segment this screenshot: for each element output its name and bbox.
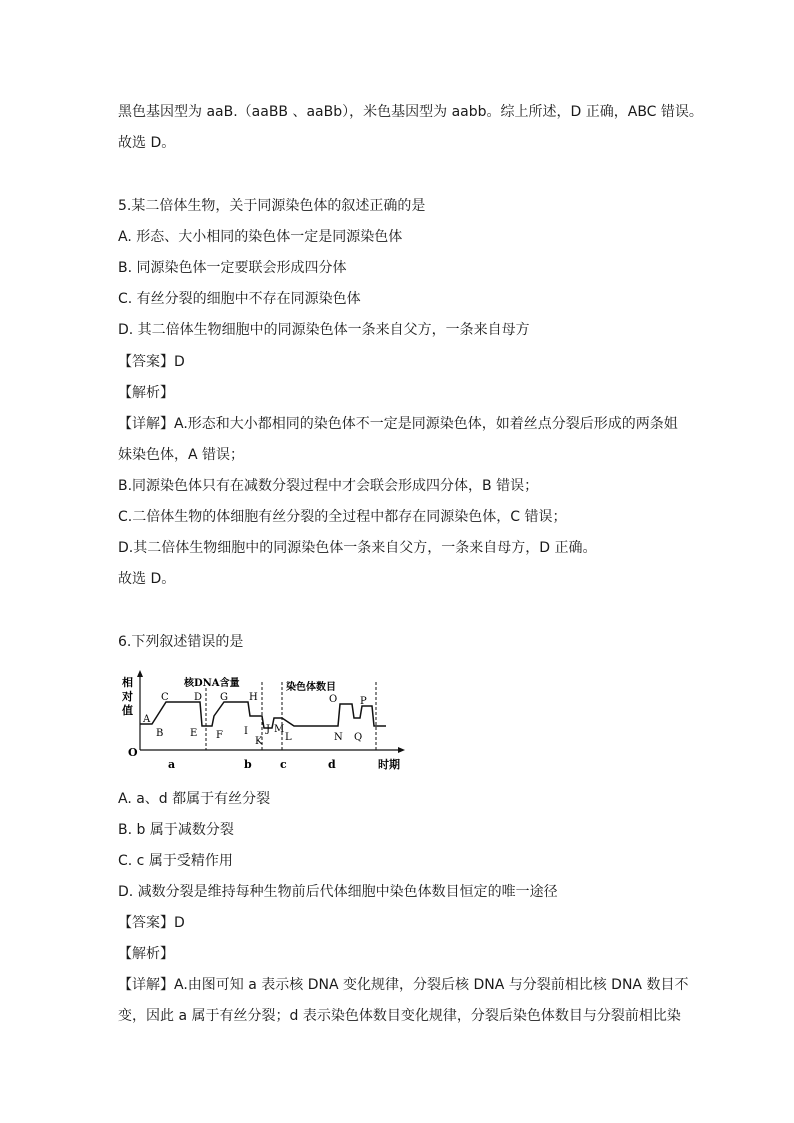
point-label: Q (354, 732, 363, 743)
question-5-stem: 5.某二倍体生物，关于同源染色体的叙述正确的是 (118, 198, 426, 214)
q6-analysis-line: 【详解】A.由图可知 a 表示核 DNA 变化规律，分裂后核 DNA 与分裂前相比核 DNA 数目不 (118, 977, 689, 993)
q5-analysis-line: B.同源染色体只有在减数分裂过程中才会联会形成四分体，B 错误； (118, 478, 539, 494)
y-label-char: 对 (122, 690, 133, 703)
q5-analysis-line: 【详解】A.形态和大小都相同的染色体不一定是同源染色体，如着丝点分裂后形成的两条姐 (118, 416, 678, 432)
y-label-char: 相 (122, 676, 133, 689)
q6-analysis-title: 【解析】 (118, 946, 174, 962)
stage-label: a (168, 758, 176, 771)
q6-option-c: C. c 属于受精作用 (118, 853, 233, 869)
q5-option-c: C. 有丝分裂的细胞中不存在同源染色体 (118, 291, 361, 307)
point-label: P (360, 696, 367, 707)
q5-analysis-title: 【解析】 (118, 385, 174, 401)
point-label: F (216, 730, 223, 741)
q5-option-d: D. 其二倍体生物细胞中的同源染色体一条来自父方，一条来自母方 (118, 322, 530, 338)
q6-analysis-line: 变，因此 a 属于有丝分裂；d 表示染色体数目变化规律，分裂后染色体数目与分裂前相比染 (118, 1008, 681, 1024)
point-label: B (156, 728, 164, 739)
x-axis-label: 时期 (378, 758, 400, 771)
point-label: K (255, 736, 263, 747)
q6-option-b: B. b 属于减数分裂 (118, 822, 234, 838)
q5-option-a: A. 形态、大小相同的染色体一定是同源染色体 (118, 229, 403, 245)
point-label: I (244, 726, 248, 737)
stage-label: b (244, 758, 252, 771)
point-label: G (220, 692, 228, 703)
stage-label: c (280, 758, 287, 771)
y-label-char: 值 (122, 704, 133, 717)
point-label: L (285, 732, 292, 743)
q6-answer: 【答案】D (118, 915, 185, 931)
stage-label: d (328, 758, 336, 771)
point-label: O (329, 694, 338, 705)
q6-option-d: D. 减数分裂是维持每种生物前后代体细胞中染色体数目恒定的唯一途径 (118, 884, 558, 900)
q5-option-b: B. 同源染色体一定要联会形成四分体 (118, 260, 347, 276)
q5-analysis-line: 故选 D。 (118, 571, 176, 587)
point-label: N (334, 732, 343, 743)
question-6-stem: 6.下列叙述错误的是 (118, 634, 244, 650)
q6-option-a: A. a、d 都属于有丝分裂 (118, 791, 271, 807)
point-label: H (249, 692, 258, 703)
point-label: E (190, 728, 198, 739)
text-line: 黑色基因型为 aaB.（aaBB 、aaBb），米色基因型为 aabb。综上所述，D 正确，ABC 错误。 (118, 104, 703, 120)
dna-content-curve (140, 702, 282, 728)
point-label: A (143, 714, 151, 725)
point-label: D (194, 692, 203, 703)
dna-title: 核DNA含量 (184, 678, 240, 689)
q5-analysis-line: C.二倍体生物的体细胞有丝分裂的全过程中都存在同源染色体，C 错误； (118, 509, 567, 525)
q5-answer: 【答案】D (118, 354, 185, 370)
point-label: C (161, 692, 169, 703)
q5-analysis-line: D.其二倍体生物细胞中的同源染色体一条来自父方，一条来自母方，D 正确。 (118, 540, 597, 556)
y-axis-arrow-icon (137, 670, 143, 677)
origin-label: O (128, 746, 138, 759)
dna-chromosome-figure (110, 668, 410, 778)
chromosome-count-curve (282, 704, 386, 726)
x-axis-arrow-icon (398, 747, 405, 753)
figure-svg (110, 668, 410, 778)
text-line: 故选 D。 (118, 135, 176, 151)
chromosome-title: 染色体数目 (286, 682, 336, 693)
point-label: M (274, 724, 285, 735)
point-label: J (266, 724, 271, 735)
q5-analysis-line: 妹染色体，A 错误； (118, 447, 245, 463)
